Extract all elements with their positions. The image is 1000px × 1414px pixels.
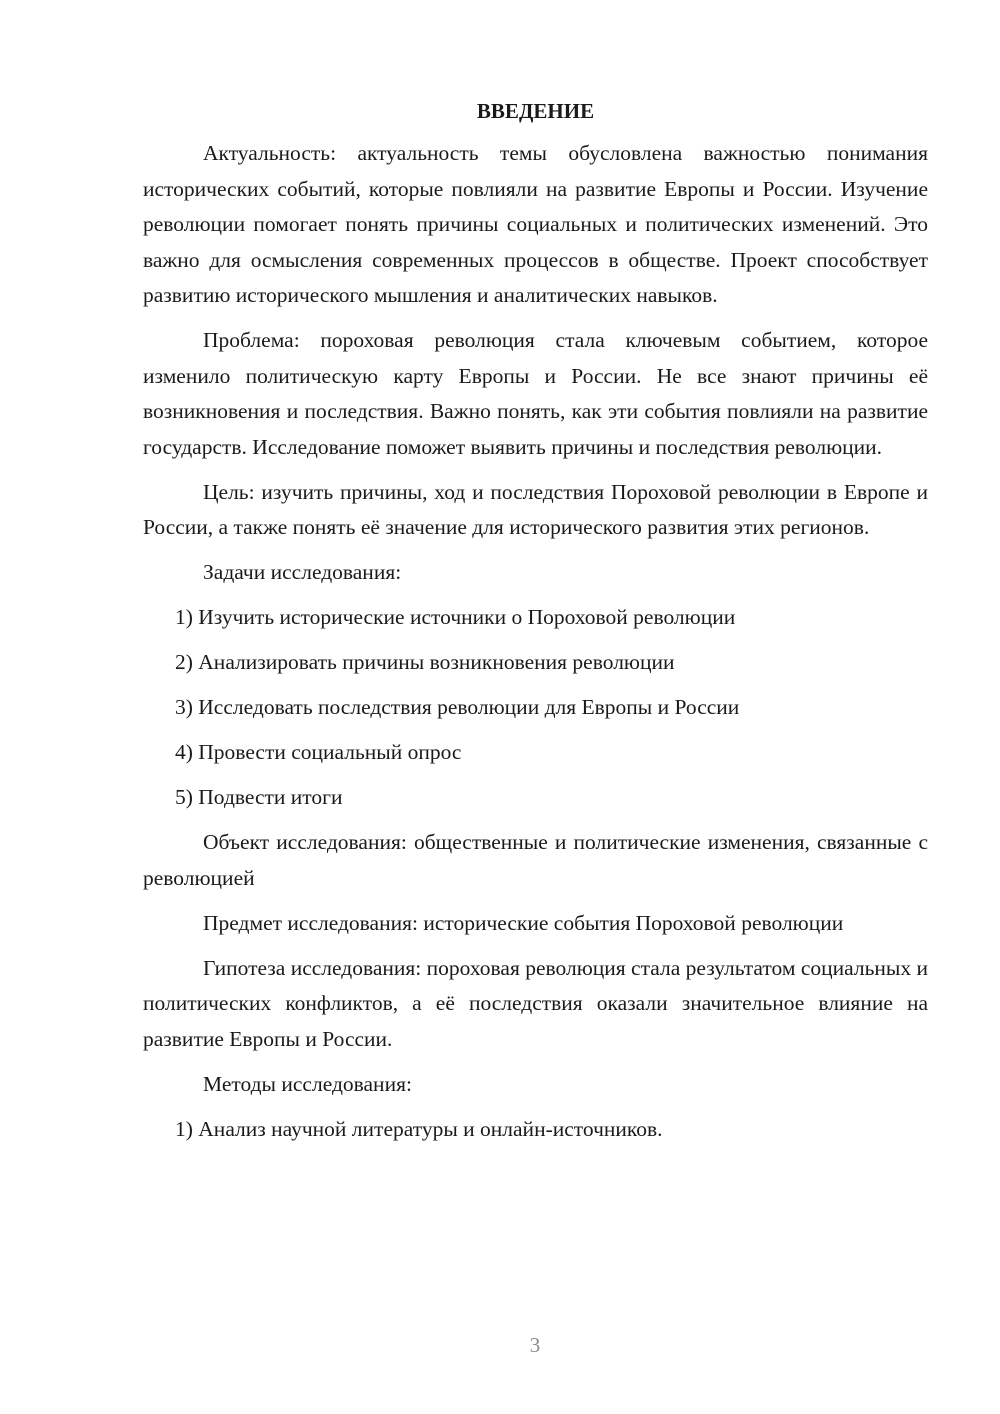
- subject-paragraph: Предмет исследования: исторические события Пороховой революции: [203, 910, 844, 935]
- list-item-task-5: 5) Подвести итоги: [175, 785, 343, 809]
- list-item-task-3: 3) Исследовать последствия революции для Европы и России: [175, 695, 740, 719]
- hypothesis-paragraph: Гипотеза исследования: пороховая революция стала результатом социальных и политических конфликтов, а её последствия оказали значительное влияние на развитие Европы и России.: [143, 955, 928, 1051]
- list-item-task-1: 1) Изучить исторические источники о Пороховой революции: [175, 605, 736, 629]
- goal-paragraph: Цель: изучить причины, ход и последствия Пороховой революции в Европе и России, а также понять её значение для исторического развития этих регионов.: [143, 479, 928, 539]
- methods-heading: Методы исследования:: [203, 1071, 412, 1096]
- list-item-method-1: 1) Анализ научной литературы и онлайн-источников.: [175, 1116, 663, 1141]
- document-page: [143, 96, 928, 1157]
- object-paragraph: Объект исследования: общественные и политические изменения, связанные с революцией: [143, 830, 928, 890]
- list-item-task-4: 4) Провести социальный опрос: [175, 740, 462, 764]
- page-title: ВВЕДЕНИЕ: [476, 99, 595, 123]
- relevance-paragraph: Актуальность: актуальность темы обусловлена важностью понимания исторических событий, которые повлияли на развитие Европы и России. Изучение революции помогает понять причины социальных и политических изменений. Это важно для осмысления современных процессов в обществе. Проект способствует развитию исторического мышления и аналитических навыков.: [143, 141, 928, 307]
- tasks-heading: Задачи исследования:: [203, 560, 402, 584]
- list-item-task-2: 2) Анализировать причины возникновения революции: [175, 650, 675, 674]
- problem-paragraph: Проблема: пороховая революция стала ключевым событием, которое изменило политическую карту Европы и России. Не все знают причины её возникновения и последствия. Важно понять, как эти события повлияли на развитие государств. Исследование поможет выявить причины и последствия революции.: [143, 328, 928, 459]
- page-number: 3: [529, 1333, 541, 1357]
